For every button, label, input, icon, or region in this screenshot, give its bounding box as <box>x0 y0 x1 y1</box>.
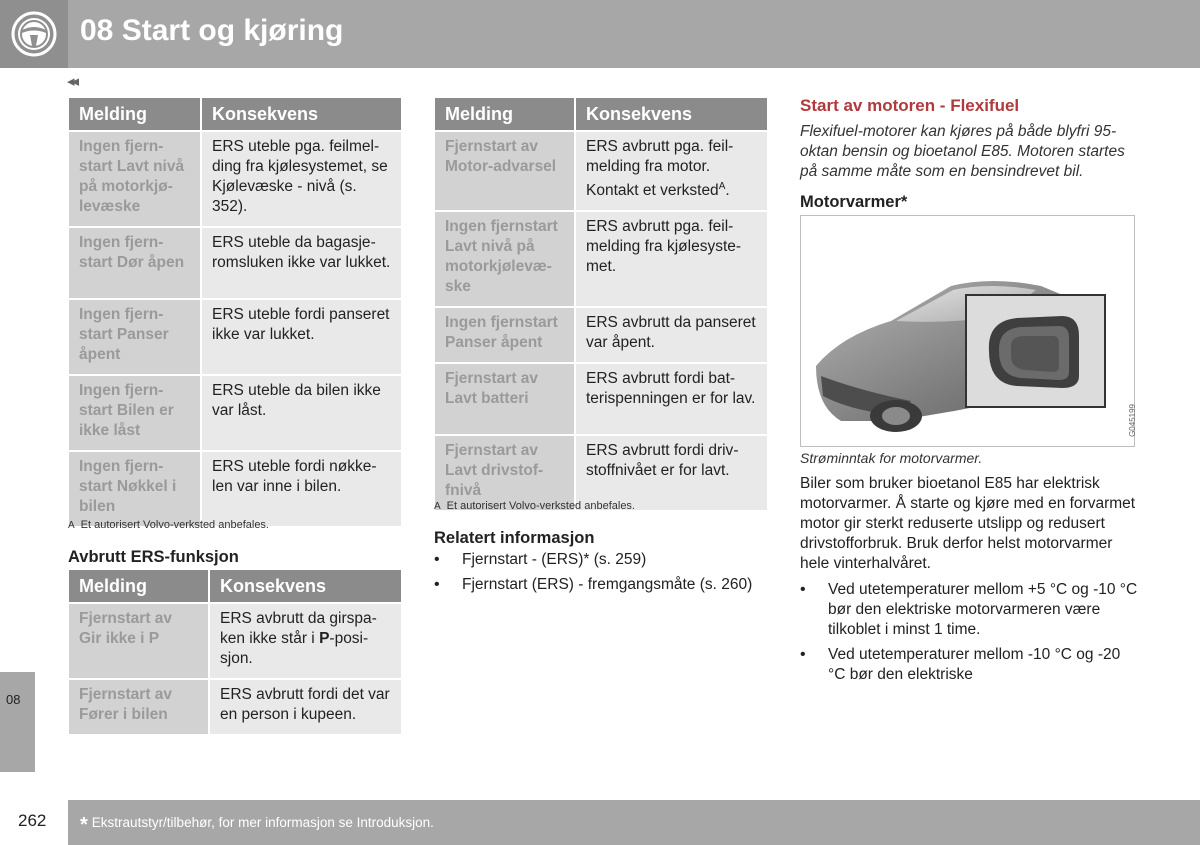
page-title: 08 Start og kjøring <box>80 14 344 47</box>
table-row <box>434 307 768 363</box>
steering-wheel-icon <box>0 0 68 68</box>
chapter-tab[interactable] <box>0 672 35 772</box>
table-header-row <box>68 97 402 131</box>
motorvarmer-body: Biler som bruker bioetanol E85 har elektrisk motorvarmer. Å starte og kjøre med en forvarmet motor gir sterkt reduserte utslipp og redusert drivstofforbruk. Bruk derfor helst motorvarmer hele vinterhalvåret. <box>800 475 1136 572</box>
power-socket-icon <box>967 296 1104 406</box>
consequence-cell: ERS uteble pga. feilmelding fra kjølesystemet, se Kjølevæske - nivå (s. 352). <box>201 131 402 227</box>
consequence-cell: ERS uteble fordi panseret ikke var lukket. <box>201 299 402 375</box>
footer-note-text: Ekstrautstyr/tilbehør, for mer informasjon se Introduksjon. <box>91 815 434 830</box>
table-row <box>68 603 402 679</box>
table-avbrutt-ers <box>67 568 403 736</box>
column-header: Konsekvens <box>575 97 768 131</box>
list-item: • Ved utetemperaturer mellom +5 °C og -10 °C bør den elektriske motorvarmeren være tilkoblet i minst 1 time. <box>800 580 1140 640</box>
related-list <box>434 550 774 600</box>
consequence-cell: ERS avbrutt da girspaken ikke står i P-posisjon. <box>209 603 402 679</box>
asterisk-mark: * <box>80 814 88 836</box>
column-header: Melding <box>68 97 201 131</box>
table-row <box>434 211 768 307</box>
consequence-cell: ERS avbrutt fordi drivstoffnivået er for lavt. <box>575 435 768 511</box>
table1-footnote <box>68 519 269 531</box>
related-info-heading: Relatert informasjon <box>434 529 595 547</box>
motorvarmer-heading: Motorvarmer* <box>800 193 908 211</box>
table-header-row <box>434 97 768 131</box>
message-cell: Fjernstart av Lavt drivstoffnivå <box>434 435 575 511</box>
related-link[interactable]: • Fjernstart - (ERS)* (s. 259) <box>434 550 774 570</box>
footnote-text: Et autorisert Volvo-verksted anbefales. <box>80 519 269 531</box>
back-icon[interactable]: ◂◂ <box>67 73 77 90</box>
consequence-cell: ERS avbrutt da panseret var åpent. <box>575 307 768 363</box>
column-header: Melding <box>68 569 209 603</box>
table-row <box>434 363 768 435</box>
list-item: • Ved utetemperaturer mellom -10 °C og -20 °C bør den elektriske <box>800 645 1140 685</box>
message-cell: Ingen fjernstart Bilen er ikke låst <box>68 375 201 451</box>
table-ingen-fjernstart <box>67 96 403 528</box>
table-row <box>68 227 402 299</box>
message-cell: Ingen fjernstart Dør åpen <box>68 227 201 299</box>
message-cell: Ingen fjernstart Nøkkel i bilen <box>68 451 201 527</box>
column-header: Melding <box>434 97 575 131</box>
flexifuel-intro: Flexifuel-motorer kan kjøres på både blyfri 95-oktan bensin og bioetanol E85. Motoren startes på samme måte som en bensindrevet bil. <box>800 123 1125 180</box>
consequence-cell: ERS uteble da bagasjeromsluken ikke var lukket. <box>201 227 402 299</box>
message-cell: Ingen fjernstart Lavt nivå på motorkjølevæske <box>434 211 575 307</box>
table-row <box>434 131 768 211</box>
message-cell: Fjernstart av Lavt batteri <box>434 363 575 435</box>
chapter-tab-label: 08 <box>6 692 21 707</box>
consequence-cell: ERS avbrutt pga. feilmelding fra motor. Kontakt et verksted$^A$. <box>575 131 768 211</box>
motorvarmer-figure <box>800 215 1135 447</box>
header-icon-box <box>0 0 68 68</box>
footnote-mark: A <box>68 520 75 531</box>
figure-code: G045199 <box>1128 404 1137 437</box>
message-cell: Ingen fjernstart Lavt nivå på motorkjølevæske <box>68 131 201 227</box>
footnote-text: Et autorisert Volvo-verksted anbefales. <box>446 500 635 512</box>
message-cell: Ingen fjernstart Panser åpent <box>434 307 575 363</box>
table-row <box>68 299 402 375</box>
consequence-cell: ERS uteble da bilen ikke var låst. <box>201 375 402 451</box>
figure-caption: Strøminntak for motorvarmer. <box>800 450 983 466</box>
message-cell: Fjernstart av Gir ikke i P <box>68 603 209 679</box>
table-row <box>68 451 402 527</box>
message-cell: Fjernstart av Fører i bilen <box>68 679 209 735</box>
table-row <box>68 131 402 227</box>
consequence-cell: ERS avbrutt fordi batterispenningen er for lav. <box>575 363 768 435</box>
message-cell: Fjernstart av Motor-advarsel <box>434 131 575 211</box>
table-header-row <box>68 569 402 603</box>
avbrutt-ers-heading: Avbrutt ERS-funksjon <box>68 548 239 566</box>
consequence-cell: ERS avbrutt fordi det var en person i kupeen. <box>209 679 402 735</box>
page-number: 262 <box>18 811 47 830</box>
footnote-mark: A <box>434 501 441 512</box>
message-cell: Ingen fjernstart Panser åpent <box>68 299 201 375</box>
detail-inset <box>965 294 1106 408</box>
consequence-cell: ERS uteble fordi nøkkelen var inne i bilen. <box>201 451 402 527</box>
table2-footnote <box>434 500 635 512</box>
column-header: Konsekvens <box>201 97 402 131</box>
consequence-cell: ERS avbrutt pga. feilmelding fra kjølesystemet. <box>575 211 768 307</box>
footer-note <box>80 814 434 837</box>
table-row <box>68 679 402 735</box>
flexifuel-heading: Start av motoren - Flexifuel <box>800 96 1020 115</box>
related-link[interactable]: • Fjernstart (ERS) - fremgangsmåte (s. 260) <box>434 575 774 595</box>
table-row <box>68 375 402 451</box>
column-header: Konsekvens <box>209 569 402 603</box>
motorvarmer-list <box>800 580 1140 690</box>
table-fjernstart-avbrutt <box>433 96 769 512</box>
